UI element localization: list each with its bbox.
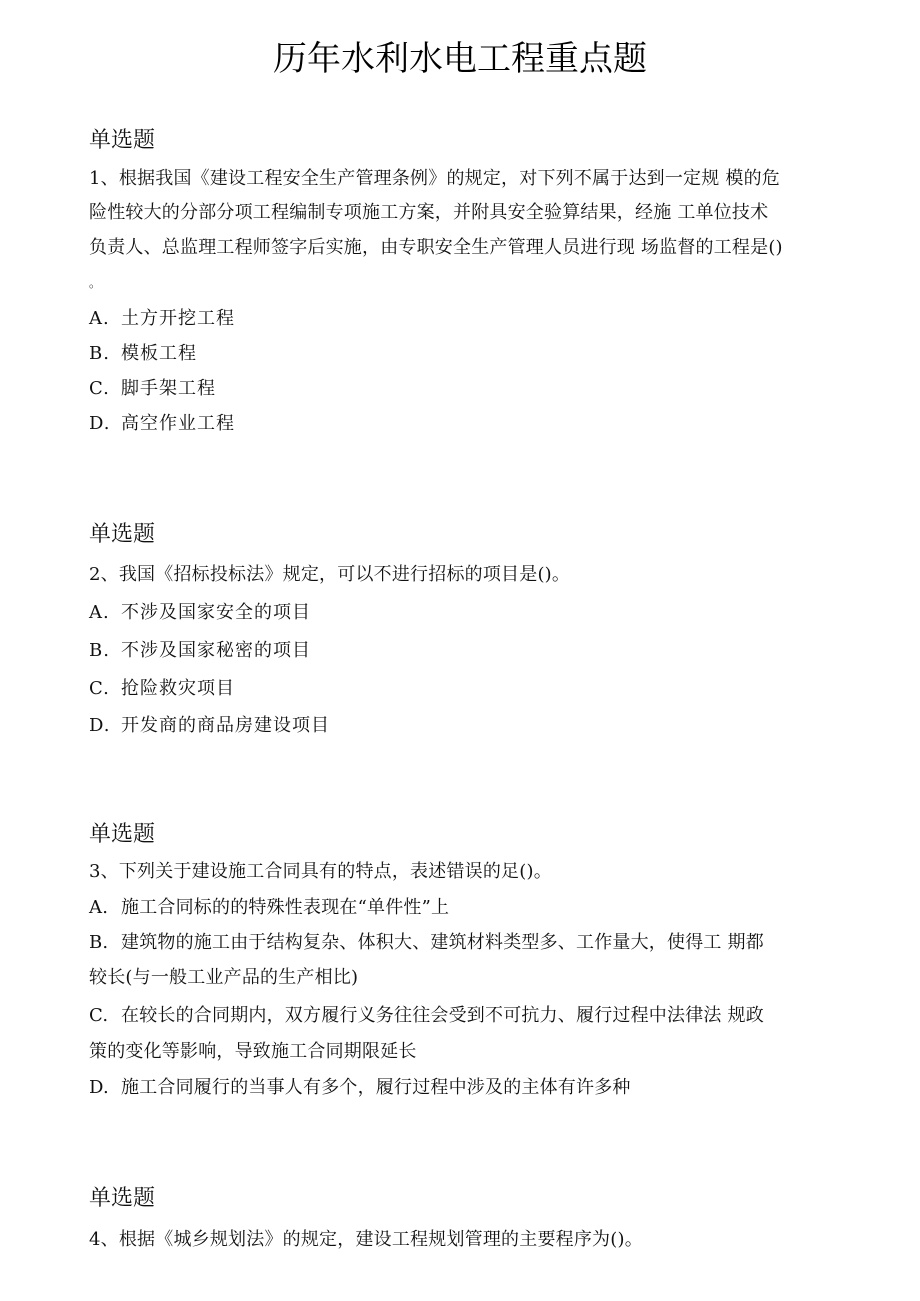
option-text: 施工合同履行的当事人有多个，履行过程中涉及的主体有许多种: [121, 1077, 631, 1098]
option-letter: B.: [89, 640, 110, 661]
option-text: 抢险救灾项目: [121, 678, 235, 699]
option-a: [89, 306, 235, 332]
option-letter: A.: [89, 602, 110, 623]
option-b: [89, 638, 311, 664]
option-letter: C.: [89, 1005, 109, 1026]
question-type-heading: 单选题: [89, 522, 156, 547]
option-letter: D.: [89, 413, 111, 434]
option-text: 在较长的合同期内，双方履行义务往往会受到不可抗力、履行过程中法律法 规政: [121, 1005, 764, 1026]
option-text: 施工合同标的的特殊性表现在“单件性”上: [121, 897, 450, 918]
question-stem-line: 1、根据我国《建设工程安全生产管理条例》的规定，对下列不属于达到一定规 模的危: [89, 168, 780, 189]
option-c: [89, 376, 216, 402]
option-c: [89, 676, 235, 702]
option-letter: B.: [89, 343, 110, 364]
option-d: [89, 1075, 631, 1101]
option-letter: A.: [89, 308, 110, 329]
option-text: 土方开挖工程: [121, 308, 235, 329]
question-stem-line: 险性较大的分部分项工程编制专项施工方案，并附具安全验算结果，经施 工单位技术: [89, 202, 769, 223]
question-stem-line: 4、根据《城乡规划法》的规定，建设工程规划管理的主要程序为()。: [89, 1229, 643, 1250]
option-text: 不涉及国家秘密的项目: [121, 640, 311, 661]
option-text: 高空作业工程: [121, 413, 235, 434]
document-title: 历年水利水电工程重点题: [273, 39, 647, 79]
option-d: [89, 713, 330, 739]
question-stem-line: 负责人、总监理工程师签字后实施，由专职安全生产管理人员进行现 场监督的工程是(): [89, 237, 783, 258]
option-b: [89, 341, 197, 367]
question-type-heading: 单选题: [89, 1186, 156, 1211]
option-c: [89, 1003, 764, 1029]
option-letter: B.: [89, 932, 109, 953]
option-text: 不涉及国家安全的项目: [121, 602, 311, 623]
option-text: 开发商的商品房建设项目: [121, 715, 330, 736]
option-letter: D.: [89, 715, 111, 736]
option-c-continuation: 策的变化等影响，导致施工合同期限延长: [89, 1041, 417, 1062]
option-letter: D.: [89, 1077, 109, 1098]
option-text: 建筑物的施工由于结构复杂、体积大、建筑材料类型多、工作量大，使得工 期都: [121, 932, 764, 953]
option-a: [89, 895, 449, 921]
question-type-heading: 单选题: [89, 128, 156, 153]
question-stem-line: 3、下列关于建设施工合同具有的特点，表述错误的足()。: [89, 861, 552, 882]
option-b: [89, 930, 764, 956]
option-a: [89, 600, 311, 626]
question-stem-line: 。: [89, 276, 102, 290]
option-d: [89, 411, 235, 437]
option-letter: C.: [89, 378, 110, 399]
option-b-continuation: 较长(与一般工业产品的生产相比): [89, 967, 359, 988]
question-type-heading: 单选题: [89, 822, 156, 847]
option-text: 模板工程: [121, 343, 197, 364]
question-stem-line: 2、我国《招标投标法》规定，可以不进行招标的项目是()。: [89, 564, 571, 585]
option-letter: C.: [89, 678, 110, 699]
option-letter: A.: [89, 897, 109, 918]
option-text: 脚手架工程: [121, 378, 216, 399]
